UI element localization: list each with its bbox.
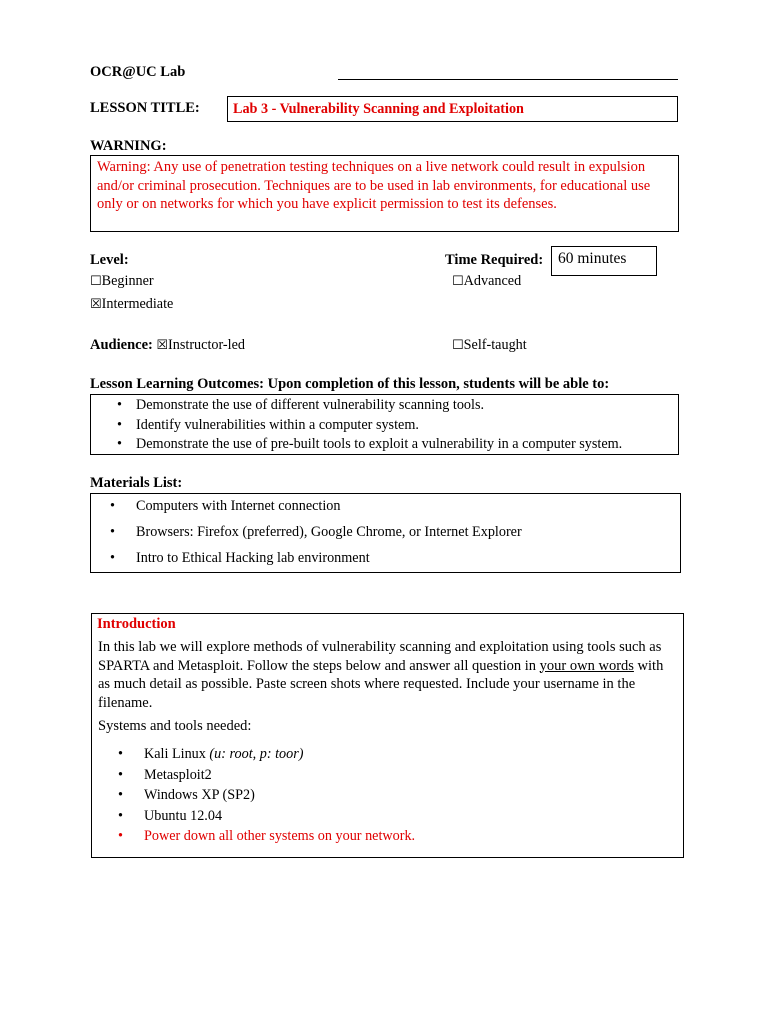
- tools-list: [92, 744, 683, 847]
- list-item: [91, 547, 680, 573]
- bullet-icon: •: [118, 787, 123, 803]
- power-down-alert: Power down all other systems on your network.: [144, 828, 416, 844]
- material-text: Browsers: Firefox (preferred), Google Chrome, or Internet Explorer: [136, 524, 522, 540]
- tool-name: Metasploit2: [144, 766, 212, 783]
- list-item: [91, 521, 680, 547]
- outcome-text: Demonstrate the use of pre-built tools to exploit a vulnerability in a computer system.: [136, 436, 623, 452]
- bullet-icon: •: [117, 436, 122, 452]
- materials-heading: Materials List:: [90, 475, 183, 491]
- tool-name: Ubuntu 12.04: [144, 807, 223, 824]
- time-required-box: [551, 246, 657, 276]
- lesson-title: Lab 3 - Vulnerability Scanning and Exploitation: [233, 101, 524, 117]
- tool-name: Kali Linux: [144, 746, 206, 762]
- org-name: OCR@UC Lab: [90, 64, 186, 80]
- bullet-icon: •: [118, 766, 123, 783]
- audience-option-label: Instructor-led: [168, 337, 245, 353]
- list-item: [92, 765, 683, 786]
- outcomes-heading: Lesson Learning Outcomes: Upon completion of this lesson, students will be able to:: [90, 376, 610, 392]
- list-item: [91, 396, 678, 416]
- outcomes-box: [90, 394, 679, 455]
- material-text: Computers with Internet connection: [136, 498, 341, 514]
- checkbox-unchecked-icon[interactable]: ☐: [90, 274, 102, 289]
- checkbox-unchecked-icon[interactable]: ☐: [452, 338, 464, 353]
- checkbox-unchecked-icon[interactable]: ☐: [452, 274, 464, 289]
- materials-list: [91, 494, 680, 573]
- time-required-value: 60 minutes: [558, 250, 627, 267]
- bullet-icon: •: [118, 807, 123, 824]
- level-option-label: Advanced: [463, 273, 522, 289]
- bullet-icon: •: [110, 550, 115, 566]
- list-item: [91, 416, 678, 436]
- bullet-icon: •: [110, 498, 115, 514]
- outcome-text: Demonstrate the use of different vulnerability scanning tools.: [136, 397, 485, 413]
- introduction-heading: Introduction: [97, 616, 176, 632]
- intro-text: with as much detail as possible. Paste screen shots where requested. Include your username in the filename.: [98, 657, 664, 711]
- intro-underlined-text: your own words: [539, 657, 634, 674]
- level-option-advanced[interactable]: [452, 273, 521, 290]
- introduction-box: [91, 613, 684, 858]
- time-required-label: Time Required:: [445, 252, 544, 268]
- level-option-label: Intermediate: [101, 296, 174, 312]
- introduction-paragraph: [98, 638, 678, 712]
- audience-option-instructor-led[interactable]: [156, 337, 245, 353]
- outcome-text: Identify vulnerabilities within a computer system.: [136, 416, 419, 433]
- bullet-icon: •: [110, 524, 115, 540]
- audience-label: Audience:: [90, 337, 153, 353]
- level-option-intermediate[interactable]: [90, 296, 173, 313]
- bullet-icon: •: [117, 397, 122, 413]
- lesson-title-box: [227, 96, 678, 122]
- warning-box: [90, 155, 679, 232]
- outcomes-list: [91, 395, 678, 455]
- audience-option-label: Self-taught: [463, 337, 527, 353]
- list-item: [92, 744, 683, 765]
- tools-heading: Systems and tools needed:: [98, 718, 252, 734]
- list-item: [92, 826, 683, 847]
- bullet-icon: •: [117, 416, 122, 433]
- level-option-label: Beginner: [101, 273, 154, 289]
- list-item: [92, 806, 683, 827]
- warning-text: Warning: Any use of penetration testing techniques on a live network could result in expulsion and/or criminal prosecution. Techniques are to be used in lab environments, for educational use only or on networks for which you have explicit permission to test its defenses.: [97, 159, 651, 212]
- bullet-icon: •: [118, 828, 123, 844]
- lesson-title-label: LESSON TITLE:: [90, 100, 200, 116]
- tool-note: (u: root, p: toor): [209, 746, 304, 762]
- warning-label: WARNING:: [90, 138, 167, 154]
- level-option-beginner[interactable]: [90, 273, 154, 290]
- tool-name: Windows XP (SP2): [144, 787, 255, 803]
- list-item: [91, 495, 680, 521]
- material-text: Intro to Ethical Hacking lab environment: [136, 550, 370, 566]
- audience-option-self-taught[interactable]: [452, 337, 527, 354]
- audience-row: [90, 337, 245, 354]
- checkbox-checked-icon[interactable]: ☒: [156, 338, 169, 353]
- checkbox-checked-icon[interactable]: ☒: [90, 297, 102, 312]
- intro-text: In this lab we will explore methods of vulnerability scanning and exploitation using tools such as SPARTA and Metasploit. Follow the steps below and answer all question in: [98, 639, 662, 674]
- list-item: [91, 435, 678, 455]
- materials-box: [90, 493, 681, 573]
- list-item: [92, 785, 683, 806]
- level-label: Level:: [90, 252, 129, 268]
- bullet-icon: •: [118, 746, 123, 762]
- header-rule: [338, 79, 678, 80]
